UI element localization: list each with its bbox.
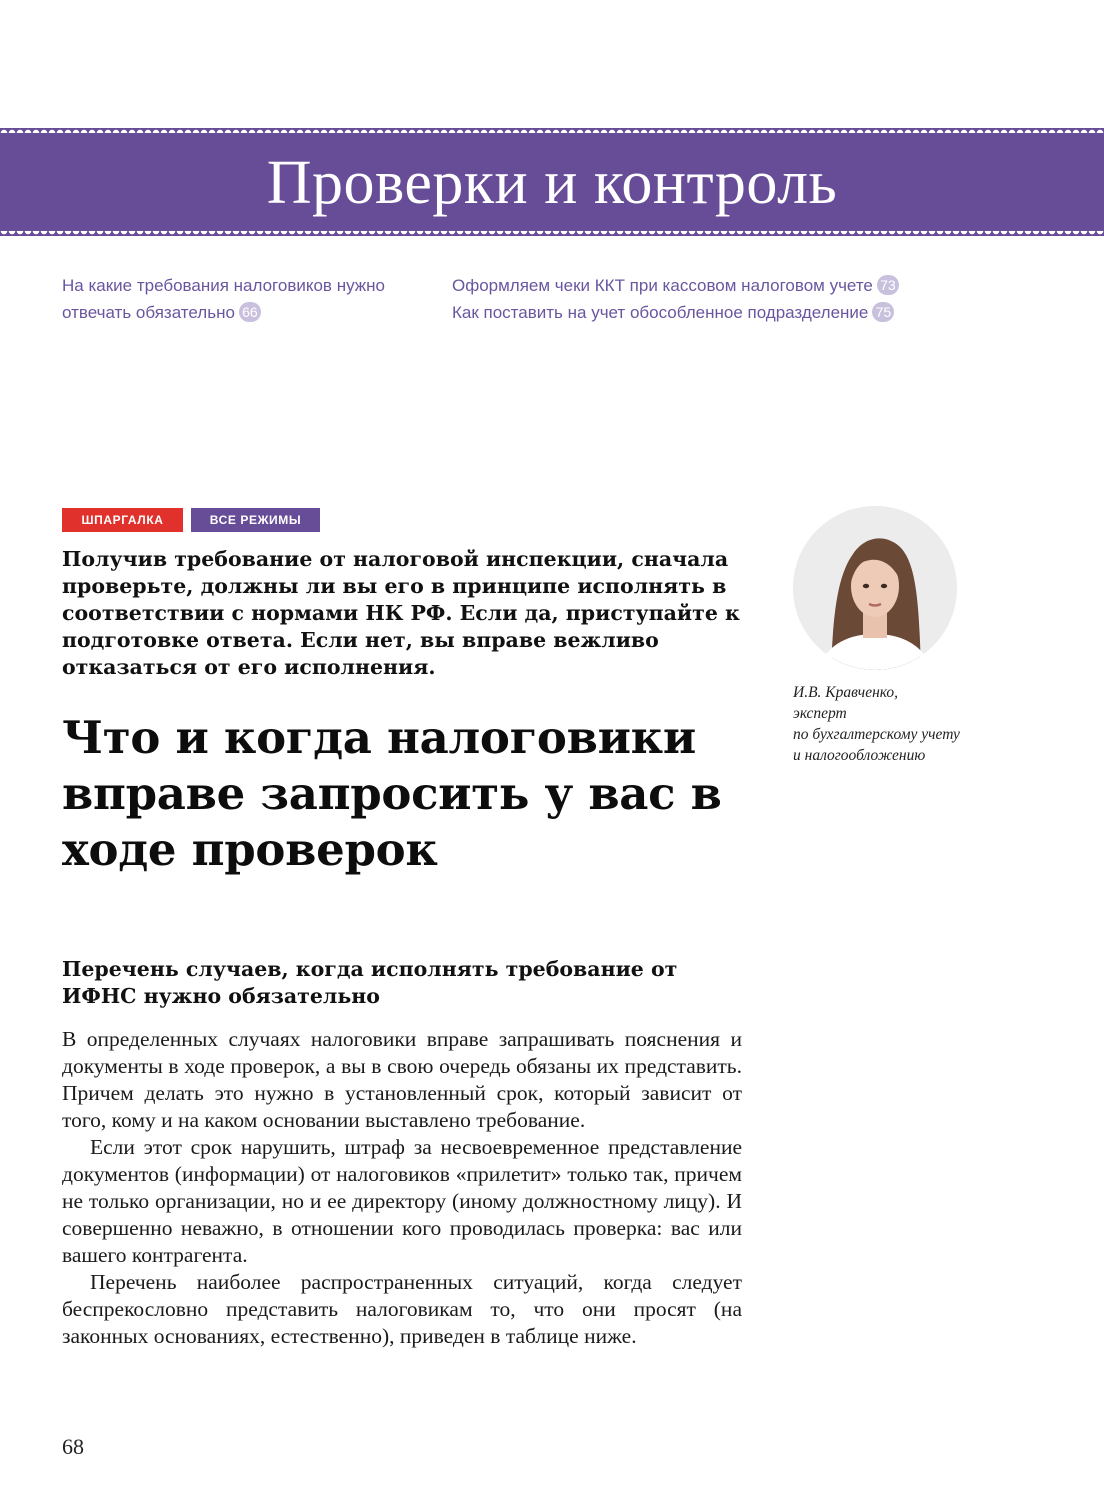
article-body xyxy=(62,1026,742,1350)
section-subheading: Перечень случаев, когда исполнять требование от ИФНС нужно обязательно xyxy=(62,957,678,1008)
banner-scalloped-edge-top xyxy=(0,127,1104,133)
article-lead: Получив требование от налоговой инспекции, сначала проверьте, должны ли вы его в принципе исполнять в соответствии с нормами НК РФ. Если да, приступайте к подготовке ответа. Если нет, вы вправе вежливо отказаться от его исполнения. xyxy=(62,547,740,679)
page-number: 68 xyxy=(62,1434,84,1459)
author-caption xyxy=(793,682,1033,766)
author-portrait-icon xyxy=(793,506,957,670)
tag-cheatsheet: ШПАРГАЛКА xyxy=(62,508,183,532)
author-name: И.В. Кравченко, xyxy=(793,684,899,701)
toc-item-text[interactable]: Как поставить на учет обособленное подразделение xyxy=(452,303,869,322)
toc-page-badge[interactable]: 66 xyxy=(239,302,261,322)
author-role: эксперт xyxy=(793,705,847,722)
toc-right xyxy=(452,272,932,326)
article-headline: Что и когда налоговики вправе запросить у вас в ходе проверок xyxy=(62,711,722,876)
toc-item-text[interactable]: отвечать обязательно xyxy=(62,303,235,322)
body-paragraph: Перечень наиболее распространенных ситуаций, когда следует беспрекословно представить налоговикам то, что они просят (на законных основаниях, естественно), приведен в таблице ниже. xyxy=(62,1270,742,1348)
toc-item-text[interactable]: Оформляем чеки ККТ при кассовом налоговом учете xyxy=(452,276,873,295)
banner-scalloped-edge-bottom xyxy=(0,231,1104,237)
toc-item[interactable] xyxy=(452,272,932,299)
section-title: Проверки и контроль xyxy=(266,149,838,217)
toc-item[interactable] xyxy=(452,299,932,326)
body-paragraph: Если этот срок нарушить, штраф за несвоевременное представление документов (информации) от налоговиков «прилетит» только так, причем не только организации, но и ее директору (иному должностному лицу). И совершенно неважно, в отношении кого проводилась проверка: вас или вашего контрагента. xyxy=(62,1135,742,1267)
toc-item-text[interactable]: На какие требования налоговиков нужно xyxy=(62,276,385,295)
section-banner xyxy=(0,128,1104,236)
author-photo xyxy=(793,506,957,670)
author-role: и налогообложению xyxy=(793,747,926,764)
body-paragraph: В определенных случаях налоговики вправе запрашивать пояснения и документы в ходе проверок, а вы в свою очередь обязаны их представить. Причем делать это нужно в установленный срок, который зависит от того, кому и на каком основании выставлено требование. xyxy=(62,1027,742,1132)
toc-page-badge[interactable]: 75 xyxy=(872,302,894,322)
article-tags xyxy=(62,508,320,532)
toc-left xyxy=(62,272,402,326)
tag-all-regimes: ВСЕ РЕЖИМЫ xyxy=(191,508,320,532)
toc-page-badge[interactable]: 73 xyxy=(877,275,899,295)
author-role: по бухгалтерскому учету xyxy=(793,726,960,743)
